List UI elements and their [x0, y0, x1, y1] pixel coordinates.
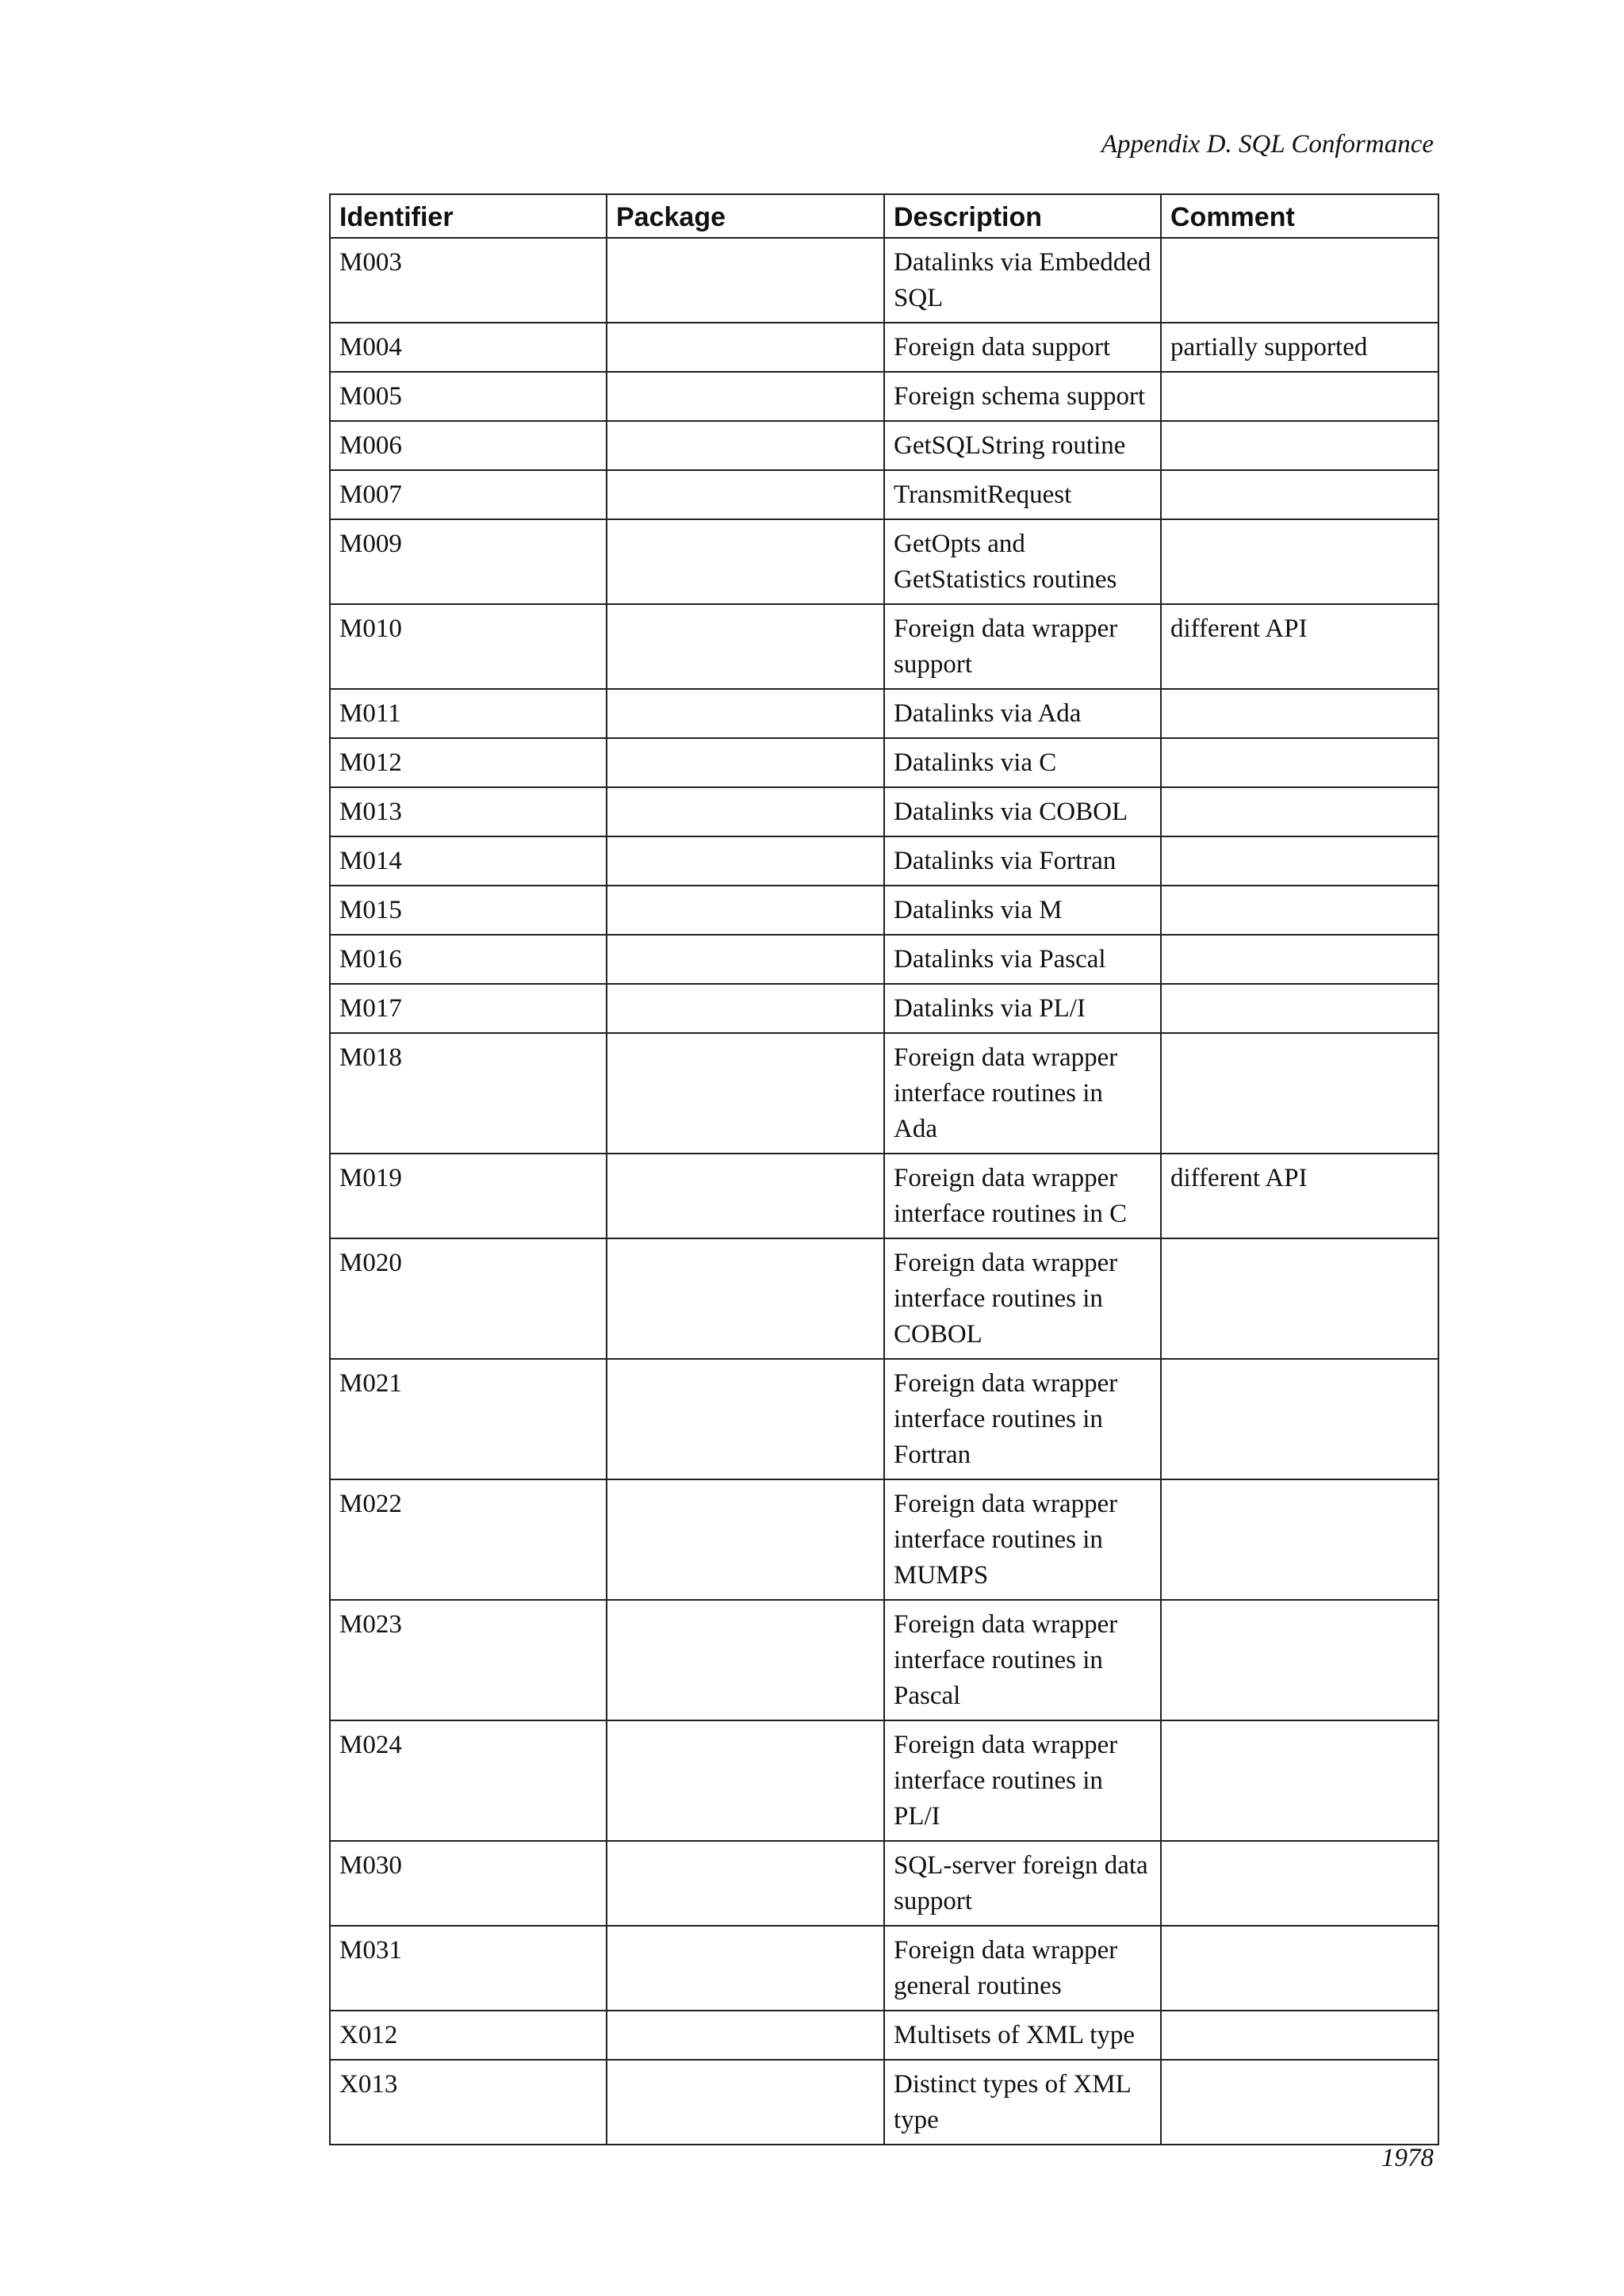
cell-comment — [1161, 1600, 1438, 1720]
cell-package — [607, 787, 884, 836]
cell-description: Distinct types of XML type — [884, 2060, 1161, 2145]
cell-comment — [1161, 1926, 1438, 2011]
table-body — [330, 238, 1438, 2145]
cell-package — [607, 1926, 884, 2011]
cell-package — [607, 738, 884, 787]
cell-identifier: M016 — [330, 935, 607, 984]
cell-identifier: M005 — [330, 372, 607, 421]
cell-description: Datalinks via Embedded SQL — [884, 238, 1161, 323]
cell-comment — [1161, 1841, 1438, 1926]
cell-comment: different API — [1161, 604, 1438, 689]
cell-identifier: M024 — [330, 1720, 607, 1841]
cell-comment — [1161, 886, 1438, 935]
cell-comment: different API — [1161, 1154, 1438, 1238]
cell-comment — [1161, 1479, 1438, 1600]
table-row — [330, 787, 1438, 836]
table-row — [330, 604, 1438, 689]
cell-package — [607, 1033, 884, 1154]
cell-package — [607, 470, 884, 519]
table-row — [330, 836, 1438, 886]
cell-identifier: M012 — [330, 738, 607, 787]
cell-description: GetOpts and GetStatistics routines — [884, 519, 1161, 604]
page-number: 1978 — [1381, 2144, 1434, 2172]
cell-package — [607, 1841, 884, 1926]
cell-identifier: M017 — [330, 984, 607, 1033]
table-row — [330, 1720, 1438, 1841]
cell-package — [607, 984, 884, 1033]
cell-description: Foreign data wrapper interface routines in Pascal — [884, 1600, 1161, 1720]
cell-description: Foreign data wrapper general routines — [884, 1926, 1161, 2011]
cell-comment: partially supported — [1161, 323, 1438, 372]
cell-identifier: M014 — [330, 836, 607, 886]
cell-identifier: M013 — [330, 787, 607, 836]
cell-description: Foreign data wrapper interface routines in PL/I — [884, 1720, 1161, 1841]
cell-package — [607, 604, 884, 689]
cell-package — [607, 519, 884, 604]
cell-package — [607, 935, 884, 984]
cell-package — [607, 1154, 884, 1238]
cell-comment — [1161, 935, 1438, 984]
table-row — [330, 689, 1438, 738]
cell-comment — [1161, 984, 1438, 1033]
running-header: Appendix D. SQL Conformance — [1101, 130, 1434, 159]
table-row — [330, 1238, 1438, 1359]
cell-description: Datalinks via M — [884, 886, 1161, 935]
cell-identifier: M018 — [330, 1033, 607, 1154]
cell-comment — [1161, 421, 1438, 470]
table-row — [330, 1926, 1438, 2011]
cell-identifier: M003 — [330, 238, 607, 323]
cell-description: Datalinks via COBOL — [884, 787, 1161, 836]
cell-identifier: M009 — [330, 519, 607, 604]
cell-description: Datalinks via Ada — [884, 689, 1161, 738]
cell-comment — [1161, 1720, 1438, 1841]
cell-description: GetSQLString routine — [884, 421, 1161, 470]
table-row — [330, 935, 1438, 984]
cell-identifier: M007 — [330, 470, 607, 519]
cell-identifier: M020 — [330, 1238, 607, 1359]
table-row — [330, 421, 1438, 470]
cell-description: Datalinks via C — [884, 738, 1161, 787]
cell-description: TransmitRequest — [884, 470, 1161, 519]
table-row — [330, 470, 1438, 519]
cell-package — [607, 1479, 884, 1600]
cell-description: Foreign data wrapper interface routines in COBOL — [884, 1238, 1161, 1359]
cell-description: SQL-server foreign data support — [884, 1841, 1161, 1926]
cell-description: Foreign data wrapper support — [884, 604, 1161, 689]
table-row — [330, 238, 1438, 323]
cell-identifier: M004 — [330, 323, 607, 372]
header-row — [330, 194, 1438, 238]
cell-identifier: M019 — [330, 1154, 607, 1238]
cell-package — [607, 1238, 884, 1359]
cell-comment — [1161, 2060, 1438, 2145]
column-header-description: Description — [884, 194, 1161, 238]
cell-comment — [1161, 836, 1438, 886]
table-row — [330, 1600, 1438, 1720]
cell-identifier: M010 — [330, 604, 607, 689]
table-row — [330, 1841, 1438, 1926]
cell-identifier: M030 — [330, 1841, 607, 1926]
table-row — [330, 1359, 1438, 1479]
table-header — [330, 194, 1438, 238]
cell-description: Foreign schema support — [884, 372, 1161, 421]
cell-package — [607, 689, 884, 738]
table-row — [330, 1479, 1438, 1600]
cell-identifier: X013 — [330, 2060, 607, 2145]
cell-package — [607, 323, 884, 372]
cell-comment — [1161, 1238, 1438, 1359]
cell-description: Foreign data wrapper interface routines in Fortran — [884, 1359, 1161, 1479]
cell-identifier: M023 — [330, 1600, 607, 1720]
cell-package — [607, 2011, 884, 2060]
cell-comment — [1161, 1033, 1438, 1154]
table-row — [330, 1154, 1438, 1238]
table-row — [330, 738, 1438, 787]
table-row — [330, 519, 1438, 604]
cell-comment — [1161, 689, 1438, 738]
cell-identifier: M021 — [330, 1359, 607, 1479]
cell-package — [607, 1359, 884, 1479]
cell-package — [607, 886, 884, 935]
column-header-comment: Comment — [1161, 194, 1438, 238]
cell-description: Datalinks via PL/I — [884, 984, 1161, 1033]
cell-package — [607, 836, 884, 886]
cell-package — [607, 238, 884, 323]
table-row — [330, 886, 1438, 935]
table-row — [330, 372, 1438, 421]
cell-description: Foreign data wrapper interface routines in C — [884, 1154, 1161, 1238]
cell-comment — [1161, 1359, 1438, 1479]
cell-package — [607, 1600, 884, 1720]
cell-description: Foreign data support — [884, 323, 1161, 372]
cell-identifier: X012 — [330, 2011, 607, 2060]
table-row — [330, 2060, 1438, 2145]
cell-package — [607, 1720, 884, 1841]
cell-package — [607, 372, 884, 421]
table-row — [330, 984, 1438, 1033]
sql-conformance-table — [329, 193, 1439, 2145]
cell-comment — [1161, 470, 1438, 519]
cell-identifier: M022 — [330, 1479, 607, 1600]
column-header-identifier: Identifier — [330, 194, 607, 238]
cell-identifier: M031 — [330, 1926, 607, 2011]
cell-package — [607, 421, 884, 470]
cell-comment — [1161, 372, 1438, 421]
cell-description: Foreign data wrapper interface routines in Ada — [884, 1033, 1161, 1154]
table-row — [330, 323, 1438, 372]
cell-comment — [1161, 2011, 1438, 2060]
table-row — [330, 1033, 1438, 1154]
cell-identifier: M006 — [330, 421, 607, 470]
cell-description: Foreign data wrapper interface routines in MUMPS — [884, 1479, 1161, 1600]
cell-identifier: M011 — [330, 689, 607, 738]
column-header-package: Package — [607, 194, 884, 238]
cell-comment — [1161, 787, 1438, 836]
cell-identifier: M015 — [330, 886, 607, 935]
cell-description: Multisets of XML type — [884, 2011, 1161, 2060]
cell-comment — [1161, 519, 1438, 604]
table-row — [330, 2011, 1438, 2060]
cell-comment — [1161, 238, 1438, 323]
cell-description: Datalinks via Fortran — [884, 836, 1161, 886]
cell-package — [607, 2060, 884, 2145]
cell-comment — [1161, 738, 1438, 787]
cell-description: Datalinks via Pascal — [884, 935, 1161, 984]
